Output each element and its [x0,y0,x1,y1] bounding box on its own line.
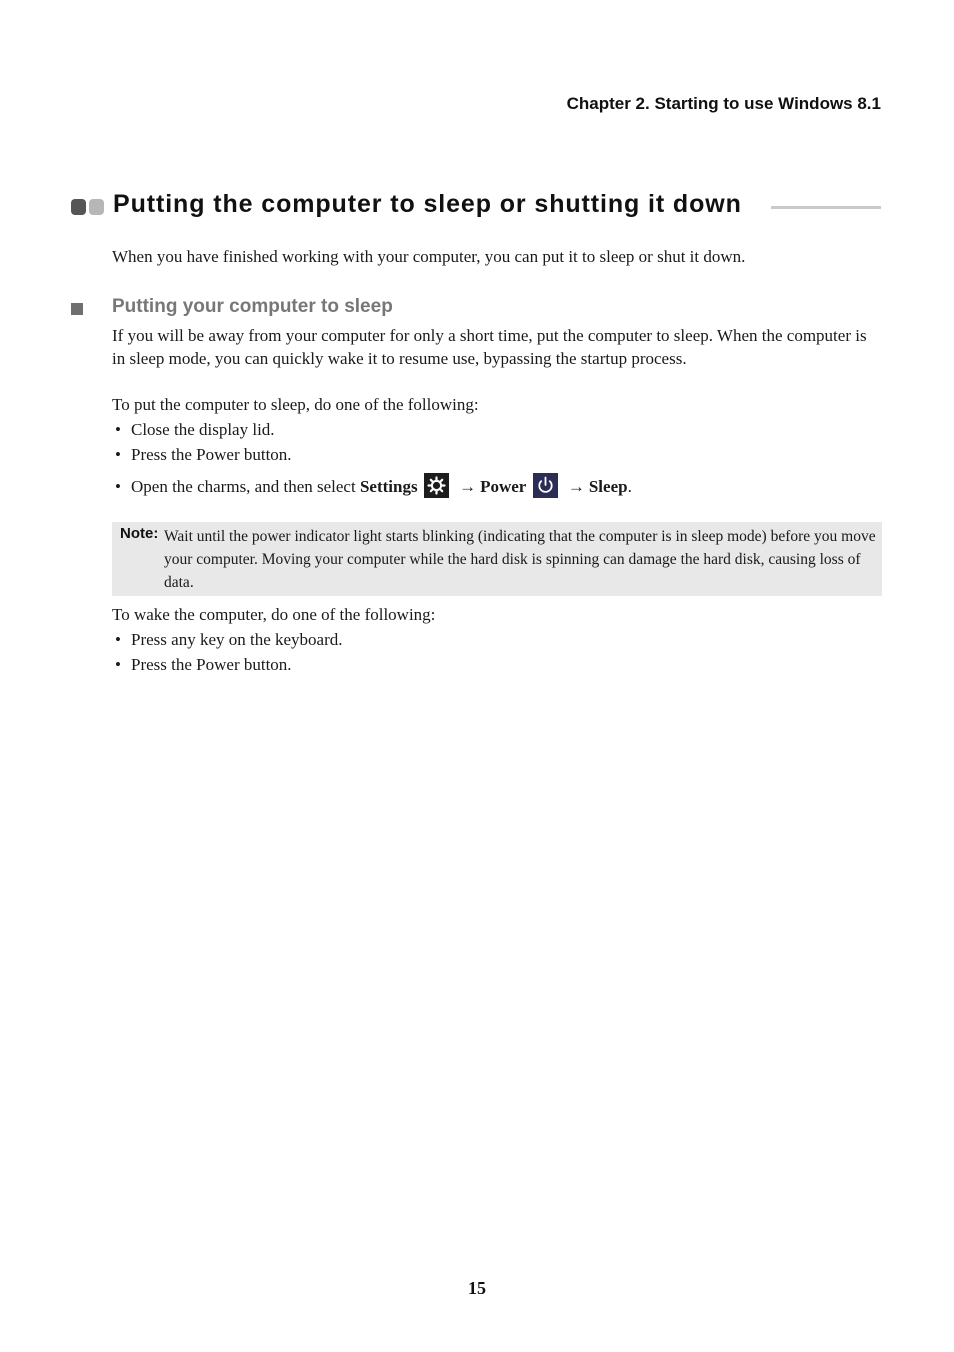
sleep-steps-list [112,417,292,467]
charms-step: • Open the charms, and then select Settings → Power → Sleep. [112,472,632,502]
power-label: Power [480,477,527,496]
power-icon [533,473,558,498]
note-text: Wait until the power indicator light starts blinking (indicating that the computer is in sleep mode) before you move your computer. Moving your computer while the hard disk is spinning can damage the hard disk, causing loss of data. [164,528,876,591]
section-title-row [71,188,881,228]
section-intro: When you have finished working with your computer, you can put it to sleep or shut it down. [112,247,746,266]
list-item: • Press the Power button. [115,445,292,464]
list-item: • Press any key on the keyboard. [115,630,343,649]
sleep-instructions-intro: To put the computer to sleep, do one of the following: [112,395,479,414]
arrow-icon: → [567,477,585,496]
settings-label: Settings [359,477,418,496]
wake-steps-list [112,627,343,677]
note-label: Note: [120,525,159,542]
square-bullet-icon [71,303,83,315]
section-title: Putting the computer to sleep or shutting it down [113,190,742,218]
chapter-header: Chapter 2. Starting to use Windows 8.1 [566,94,881,113]
gear-icon [424,473,449,498]
sleep-description: If you will be away from your computer for only a short time, put the computer to sleep. When the computer is in sleep mode, you can quickly wake it to resume use, bypassing the startup process. [112,326,867,368]
title-rule [771,206,881,209]
list-item: • Press the Power button. [115,655,292,674]
subsection-heading-row [71,296,881,322]
title-decoration-icon [71,199,107,215]
wake-instructions-intro: To wake the computer, do one of the following: [112,605,436,624]
arrow-icon: → [459,477,477,496]
sleep-label: Sleep [588,477,628,496]
note-box [112,522,882,596]
page-number: 15 [468,1278,486,1298]
list-item: • Close the display lid. [115,420,275,439]
subsection-title: Putting your computer to sleep [112,296,393,317]
